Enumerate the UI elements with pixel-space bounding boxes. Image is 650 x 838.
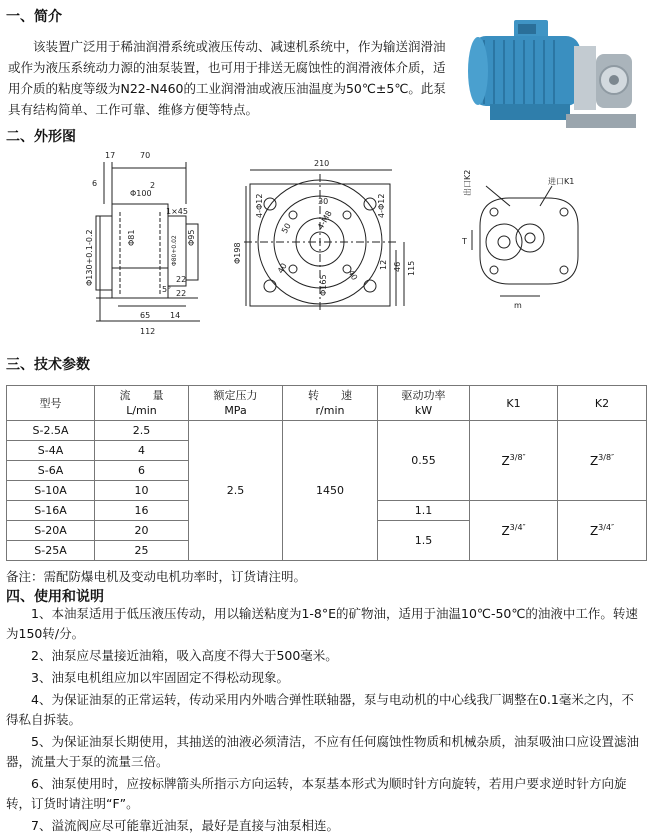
k2-cell-large: $Z^{3/4''}$ xyxy=(558,501,647,561)
model-cell: S-4A xyxy=(7,441,95,461)
table-row xyxy=(7,421,647,441)
usage-item: 7、溢流阀应尽可能靠近油泵，最好是直接与油泵相连。 xyxy=(31,818,339,833)
usage-heading: 四、使用和说明 xyxy=(6,589,104,605)
pump-motor-photo xyxy=(462,18,642,136)
dim-phi130: Φ130+0.1-0.2 xyxy=(85,229,94,286)
dim-m: m xyxy=(514,301,522,310)
order-note: 备注：需配防爆电机及变动电机功率时，订货请注明。 xyxy=(6,569,307,584)
model-cell: S-20A xyxy=(7,521,95,541)
dim-5deg: 5° xyxy=(162,285,172,294)
dim-17: 17 xyxy=(105,151,116,160)
power-cell-mid: 1.1 xyxy=(378,501,470,521)
model-cell: S-25A xyxy=(7,541,95,561)
header-power: 驱动功率 kW xyxy=(378,386,470,421)
usage-item: 4、为保证油泵的正常运转，传动采用内外啮合弹性联轴器，泵与电动机的中心线我厂调整在0.1毫米之内，不得私自拆装。 xyxy=(6,692,634,727)
flow-cell: 2.5 xyxy=(95,421,189,441)
pressure-cell: 2.5 xyxy=(189,421,283,561)
header-pressure: 额定压力 MPa xyxy=(189,386,283,421)
header-flow: 流 量 L/min xyxy=(95,386,189,421)
usage-item: 2、油泵应尽量接近油箱，吸入高度不得大于500毫米。 xyxy=(31,648,338,663)
dim-2: 2 xyxy=(150,181,156,190)
model-cell: S-6A xyxy=(7,461,95,481)
flow-cell: 10 xyxy=(95,481,189,501)
dim-112: 112 xyxy=(140,327,156,336)
label-outlet-k2: 出口K2 xyxy=(463,169,472,196)
outline-drawings xyxy=(0,146,650,346)
end-view-drawing xyxy=(472,186,578,296)
usage-item: 1、本油泵适用于低压液压传动，用以输送粘度为1-8°E的矿物油，适用于油温10℃-50℃的油液中工作。转速为150转/分。 xyxy=(6,606,638,641)
dim-22a: 22 xyxy=(176,275,187,284)
dim-T: T xyxy=(462,237,467,246)
dim-phi100: Φ100 xyxy=(130,189,152,198)
dim-40b: 40 xyxy=(346,268,360,282)
dim-4phi12a: 4-Φ12 xyxy=(255,193,264,218)
dim-115: 115 xyxy=(407,260,416,276)
flow-cell: 6 xyxy=(95,461,189,481)
dim-22b: 22 xyxy=(176,289,187,298)
dim-30: 30 xyxy=(318,197,329,206)
label-inlet-k1: 进口K1 xyxy=(548,177,575,186)
dim-46: 46 xyxy=(393,261,402,272)
header-model: 型号 xyxy=(7,386,95,421)
k1-cell-large: $Z^{3/4''}$ xyxy=(470,501,558,561)
header-speed: 转 速 r/min xyxy=(283,386,378,421)
dim-4m8: 4-M8 xyxy=(315,209,334,231)
params-heading: 三、技术参数 xyxy=(6,357,90,373)
usage-item: 6、油泵使用时，应按标牌箭头所指示方向运转，本泵基本形式为顺时针方向旋转，若用户要求逆时针方向旋转，订货时请注明“F”。 xyxy=(6,776,627,811)
dim-4phi12b: 4-Φ12 xyxy=(377,193,386,218)
dim-phi80: Φ80+0.02 xyxy=(171,235,178,266)
k1-cell-small: $Z^{3/8''}$ xyxy=(470,421,558,501)
model-cell: S-2.5A xyxy=(7,421,95,441)
dim-phi81: Φ81 xyxy=(127,229,136,246)
power-cell-small: 0.55 xyxy=(378,421,470,501)
speed-cell: 1450 xyxy=(283,421,378,561)
parameter-table xyxy=(6,385,647,561)
power-cell-large: 1.5 xyxy=(378,521,470,561)
dim-phi198: Φ198 xyxy=(233,242,242,264)
intro-heading: 一、简介 xyxy=(6,9,62,25)
dim-14: 14 xyxy=(170,311,181,320)
k2-cell-small: $Z^{3/8''}$ xyxy=(558,421,647,501)
dim-12: 12 xyxy=(379,259,388,270)
usage-item: 3、油泵电机组应加以牢固固定不得松动现象。 xyxy=(31,670,289,685)
dim-phi165: Φ165 xyxy=(319,274,328,296)
model-cell: S-16A xyxy=(7,501,95,521)
dim-40a: 40 xyxy=(275,261,289,275)
flow-cell: 4 xyxy=(95,441,189,461)
table-header-row xyxy=(7,386,647,421)
outline-heading: 二、外形图 xyxy=(6,129,76,145)
flow-cell: 16 xyxy=(95,501,189,521)
flow-cell: 25 xyxy=(95,541,189,561)
header-k2: K2 xyxy=(558,386,647,421)
dim-70: 70 xyxy=(140,151,151,160)
dim-phi95: Φ95 xyxy=(187,229,196,246)
usage-list xyxy=(6,604,642,838)
model-cell: S-10A xyxy=(7,481,95,501)
intro-paragraph: 该装置广泛用于稀油润滑系统或液压传动、减速机系统中，作为输送润滑油或作为液压系统动力源的油泵装置，也可用于排送无腐蚀性的润滑液体介质，适用介质的粘度等级为N22-N460的工业润滑油或液压油温度为50℃±5℃。此泵具有结构简单、工作可靠、维修方便等特点。 xyxy=(8,39,446,117)
usage-item: 5、为保证油泵长期使用，其抽送的油液必须清洁，不应有任何腐蚀性物质和机械杂质，油泵吸油口应设置滤油器，流量大于泵的流量三倍。 xyxy=(6,734,639,769)
dim-1x45: 1×45 xyxy=(166,207,188,216)
dim-65: 65 xyxy=(140,311,151,320)
flow-cell: 20 xyxy=(95,521,189,541)
header-k1: K1 xyxy=(470,386,558,421)
dim-6: 6 xyxy=(92,179,98,188)
dim-210: 210 xyxy=(314,159,330,168)
dim-50: 50 xyxy=(279,221,293,235)
